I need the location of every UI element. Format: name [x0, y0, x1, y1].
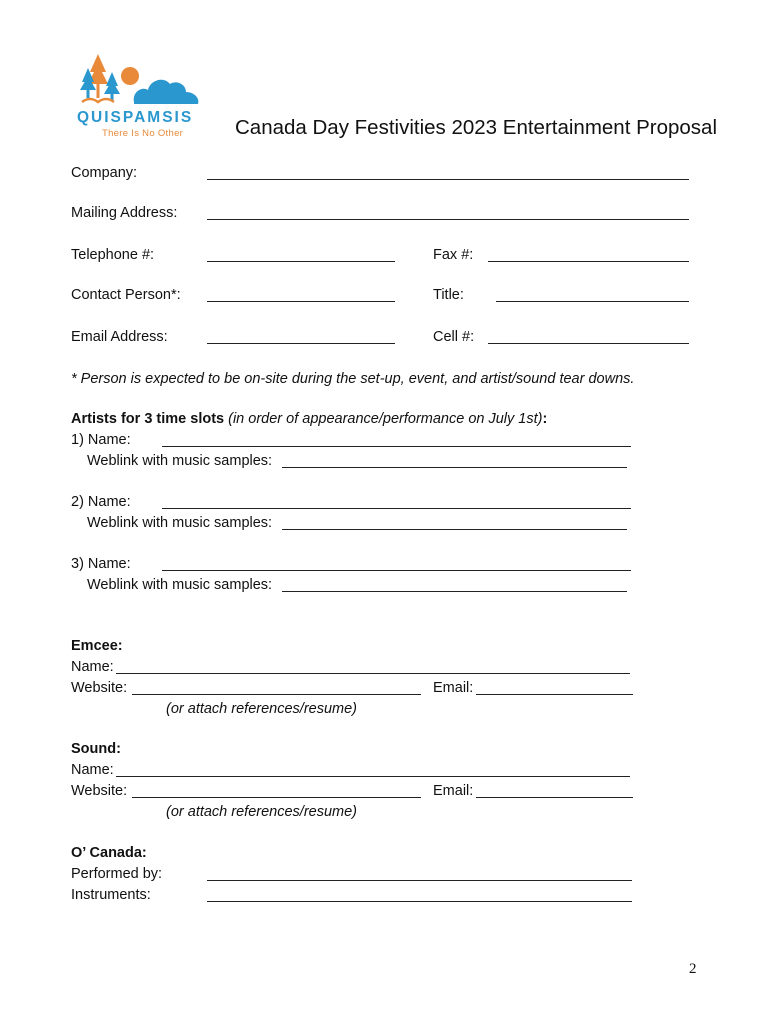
performed-by-line[interactable] [207, 880, 632, 881]
quispamsis-logo [76, 50, 216, 142]
sound-email-label: Email: [433, 783, 474, 799]
emcee-website-line[interactable] [132, 694, 421, 695]
artist-3-name-label: 3) Name: [71, 556, 131, 572]
email-address-label: Email Address: [71, 329, 168, 345]
o-canada-heading: O’ Canada: [71, 845, 147, 861]
emcee-heading: Emcee: [71, 638, 123, 654]
emcee-name-line[interactable] [116, 673, 630, 674]
company-label: Company: [71, 165, 138, 181]
artist-1-name-label: 1) Name: [71, 432, 131, 448]
sound-attach-note: (or attach references/resume) [166, 804, 357, 820]
artist-1-name-line[interactable] [162, 446, 631, 447]
sound-website-line[interactable] [132, 797, 421, 798]
title-line[interactable] [496, 301, 689, 302]
artist-2-name-label: 2) Name: [71, 494, 131, 510]
sound-name-line[interactable] [116, 776, 630, 777]
emcee-attach-note: (or attach references/resume) [166, 701, 357, 717]
instruments-line[interactable] [207, 901, 632, 902]
contact-person-label: Contact Person*: [71, 287, 181, 303]
emcee-email-line[interactable] [476, 694, 633, 695]
page-title: Canada Day Festivities 2023 Entertainment Proposal [235, 116, 718, 139]
instruments-label: Instruments: [71, 887, 151, 903]
emcee-email-label: Email: [433, 680, 474, 696]
artist-3-weblink-line[interactable] [282, 591, 627, 592]
onsite-note: * Person is expected to be on-site during the set-up, event, and artist/sound tear downs. [71, 371, 635, 387]
contact-person-line[interactable] [207, 301, 395, 302]
sound-website-label: Website: [71, 783, 128, 799]
logo-graphic-icon [76, 50, 216, 112]
artist-2-weblink-label: Weblink with music samples: [87, 515, 273, 531]
artist-2-name-line[interactable] [162, 508, 631, 509]
emcee-website-label: Website: [71, 680, 128, 696]
artists-heading [71, 411, 547, 427]
artist-1-weblink-line[interactable] [282, 467, 627, 468]
sound-heading: Sound: [71, 741, 121, 757]
artist-3-name-line[interactable] [162, 570, 631, 571]
artist-2-weblink-line[interactable] [282, 529, 627, 530]
artists-heading-italic: (in order of appearance/performance on July 1st) [228, 411, 543, 427]
fax-label: Fax #: [433, 247, 474, 263]
email-address-line[interactable] [207, 343, 395, 344]
cell-label: Cell #: [433, 329, 475, 345]
company-line[interactable] [207, 179, 689, 180]
artist-3-weblink-label: Weblink with music samples: [87, 577, 273, 593]
sound-email-line[interactable] [476, 797, 633, 798]
telephone-line[interactable] [207, 261, 395, 262]
mailing-address-label: Mailing Address: [71, 205, 178, 221]
sound-name-label: Name: [71, 762, 114, 778]
artist-1-weblink-label: Weblink with music samples: [87, 453, 273, 469]
artists-heading-colon: : [542, 411, 548, 427]
mailing-address-line[interactable] [207, 219, 689, 220]
logo-name: QUISPAMSIS [77, 109, 194, 126]
page-number: 2 [689, 961, 697, 977]
telephone-label: Telephone #: [71, 247, 155, 263]
performed-by-label: Performed by: [71, 866, 163, 882]
title-label: Title: [433, 287, 464, 303]
emcee-name-label: Name: [71, 659, 114, 675]
artists-heading-bold: Artists for 3 time slots [71, 411, 225, 427]
cell-line[interactable] [488, 343, 689, 344]
fax-line[interactable] [488, 261, 689, 262]
logo-tagline: There Is No Other [102, 128, 184, 139]
